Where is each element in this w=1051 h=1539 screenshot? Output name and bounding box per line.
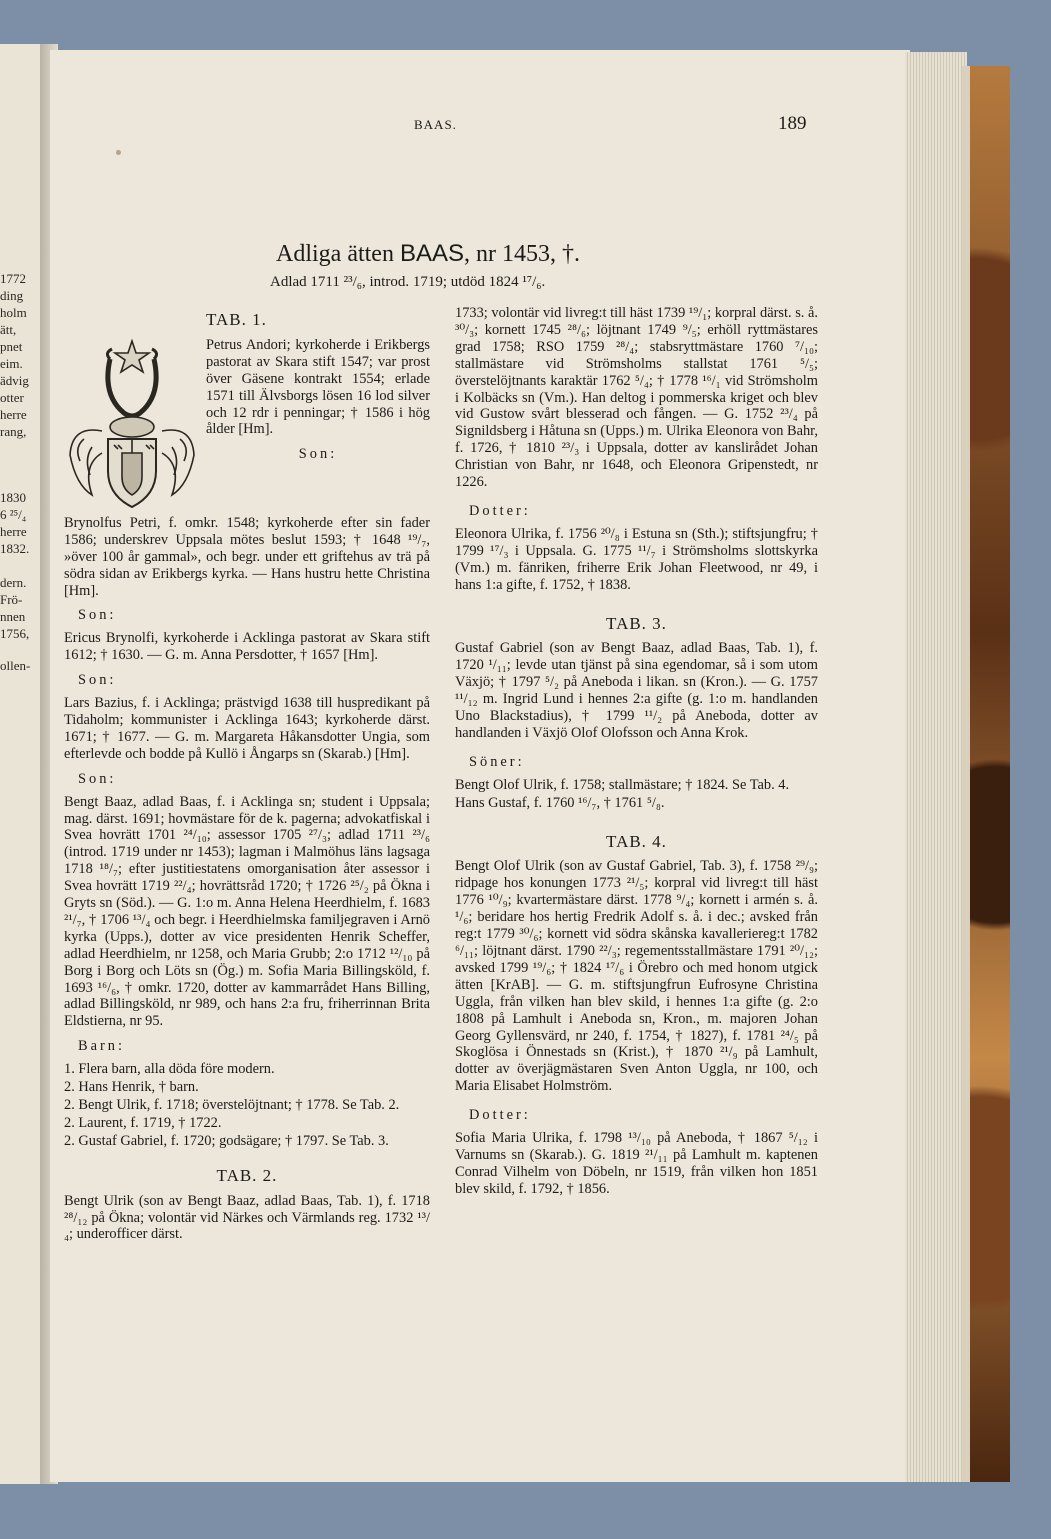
tab-3-heading: TAB. 3. [606, 613, 667, 633]
facing-page-text: 1832. [0, 541, 30, 556]
list-item: Bengt Olof Ulrik, f. 1758; stallmästare; † 1824. Se Tab. 4. [455, 776, 790, 793]
children-list [64, 1061, 430, 1150]
facing-page-text: Frö- [0, 592, 23, 607]
page-edges [905, 52, 967, 1482]
list-item: 1. Flera barn, alla döda före modern. [64, 1061, 275, 1078]
paragraph: Eleonora Ulrika, f. 1756 ²⁰/₈ i Estuna sn (Sth.); stiftsjungfru; † 1799 ¹⁷/₃ i Uppsala. G. 1775 ¹¹/₇ i Strömsholms slottskyrka (Vm.) m. fänriken, friherre Erik Johan Fleetwood, nr 49, i hans 1:a gifte, f. 1752, † 1838. [455, 525, 818, 593]
cover-edge [962, 66, 970, 1482]
paragraph: Bengt Ulrik (son av Bengt Baaz, adlad Baas, Tab. 1), f. 1718 ²⁸/₁₂ på Ökna; volontär vid Närkes och Värmlands reg. 1732 ¹³/₄; underofficer därst. [64, 1192, 430, 1243]
paragraph: Gustaf Gabriel (son av Bengt Baaz, adlad Baas, Tab. 1), f. 1720 ¹/₁₁; levde utan tjänst på sina egendomar, så i som utom Växjö; † 1797 ⁵/₂ på Aneboda i likan. sn (Kron.). — G. 1757 ¹¹/₁₂ m. Ingrid Lund i hennes 2:a gifte (g. 1:o m. handlanden Uno Blackstadius), † 1799 ¹¹/₂ på Aneboda, dotter av handlanden i Växjö Olof Olofsson och Anna Krok. [455, 640, 818, 741]
facing-page-text: ädvig [0, 373, 29, 388]
tab-1-heading: TAB. 1. [206, 310, 267, 329]
title-name: BAAS [399, 240, 464, 267]
facing-page-text: nnen [0, 609, 26, 624]
facing-page-text: 1772 [0, 271, 26, 286]
facing-page-text: eim. [0, 356, 23, 371]
tab-2-heading: TAB. 2. [216, 1165, 278, 1185]
list-item: 2. Bengt Ulrik, f. 1718; överstelöjtnant; † 1778. Se Tab. 2. [64, 1097, 400, 1113]
facing-page-text: ollen- [0, 658, 31, 673]
sons-list [455, 777, 818, 812]
section-label: Dotter: [469, 502, 531, 519]
page-title [276, 240, 580, 268]
facing-page-text: 1756, [0, 626, 30, 641]
facing-page-text: herre [0, 407, 27, 422]
facing-page-text: 1830 [0, 490, 26, 505]
paragraph: Sofia Maria Ulrika, f. 1798 ¹³/₁₀ på Aneboda, † 1867 ⁵/₁₂ i Varnums sn (Skarab.). G. 1819 ²¹/₁₁ på Lamhult m. kaptenen Conrad Vilhelm von Döbeln, nr 1519, från vilken hon 1851 blev skild, f. 1792, † 1856. [455, 1130, 818, 1197]
facing-page-text: otter [0, 390, 24, 405]
coat-of-arms-icon [62, 335, 202, 515]
facing-page-text: dern. [0, 575, 27, 590]
title-suffix: , nr 1453, †. [464, 241, 580, 267]
section-label: Son: [78, 607, 117, 624]
title-prefix: Adliga ätten [276, 241, 400, 267]
section-label: Söner: [469, 753, 525, 770]
section-label: Son: [78, 770, 117, 787]
facing-page-text: ding [0, 288, 24, 303]
paragraph: Lars Bazius, f. i Acklinga; prästvigd 1638 till huspredikant på Tidaholm; kommunister i Acklinga 1643; kyrkoherde därst. 1671; † 1677. — G. m. Margareta Håkansdotter Ungia, som efterlevde och bodde på Kullö i Ångarps sn (Skarab.) [Hm]. [64, 695, 430, 762]
list-item: Hans Gustaf, f. 1760 ¹⁶/₇, † 1761 ⁵/₈. [455, 794, 665, 811]
paragraph: Brynolfus Petri, f. omkr. 1548; kyrkoherde efter sin fader 1586; underskrev Uppsala mötes beslut 1593; † 1648 ¹⁹/₇, »över 100 år gammal», och begr. under ett griftehus av trä på södra sidan av Erikbergs kyrka. — Hans hustru hette Christina [Hm]. [64, 514, 430, 599]
facing-page-edge [0, 44, 44, 1484]
section-label: Barn: [78, 1038, 125, 1055]
facing-page-text: rang, [0, 424, 27, 439]
section-label: Dotter: [469, 1107, 531, 1124]
tab-4-heading: TAB. 4. [606, 831, 667, 851]
facing-page-text: herre [0, 524, 27, 539]
page-subtitle: Adlad 1711 ²³/₆, introd. 1719; utdöd 1824 ¹⁷/₆. [270, 274, 546, 290]
facing-page-text: pnet [0, 339, 23, 354]
page-number: 189 [778, 113, 807, 134]
text-block: Petrus Andori; kyrkoherde i Erikbergs pastorat av Skara stift 1547; var prost över Gäsene kontrakt 1554; erlade 1571 till Älvsborgs lösen 16 lod silver och 12 rdr i penningar; † 1586 i hög ålder [Hm]. [206, 336, 430, 438]
paragraph: Ericus Brynolfi, kyrkoherde i Acklinga pastorat av Skara stift 1612; † 1630. — G. m. Anna Persdotter, † 1657 [Hm]. [64, 630, 430, 664]
facing-page-text: 6 ²⁵/₄ [0, 507, 27, 522]
running-title: BAAS. [414, 117, 457, 132]
paragraph: 1733; volontär vid livreg:t till häst 1739 ¹⁹/₁; korpral därst. s. å. ³⁰/₃; kornett 1745 ²⁸/₆; löjtnant 1749 ⁹/₅; erhöll ryttmästares grad 1758; RSO 1759 ²⁸/₄; stabsryttmästare 1760 ⁷/₁₀; stallmästare vid Strömsholms stallstat 1761 ⁵/₅; överstelöjtnants karaktär 1762 ⁵/₄; † 1778 ¹⁶/₁ vid Strömsholm i Kolbäcks sn (Vm.). Han deltog i pommerska kriget och blev vid Gustow svårt blesserad och fången. — G. 1752 ²³/₄ på Signildsberg i Håtuna sn (Upps.) m. Ulrika Eleonora von Bahr, f. 1726, † 1810 ²³/₃ i Uppsala, dotter av kanslirådet Johan Christian von Bahr, nr 1648, och Eleonora Gripenstedt, nr 1226. [455, 305, 818, 491]
paragraph: Bengt Baaz, adlad Baas, f. i Acklinga sn; student i Uppsala; mag. därst. 1691; hovmästare för de k. pagerna; advokatfiskal i Svea hovrätt 1701 ²⁴/₁₀; assessor 1705 ²⁷/₃; adlad 1711 ²³/₆ (introd. 1719 under nr 1453); lagman i Malmöhus läns lagsaga 1718 ¹⁸/₇; efter justitiestatens omorganisation åter assessor i Svea hovrätt 1719 ²²/₄; hovrättsråd 1720; † 1726 ²⁵/₂ på Ökna i Gryts sn (Söd.). — G. 1:o m. Anna Helena Heerdhielm, f. 1683 ²¹/₇, † 1706 ¹³/₄ och begr. i Heerdhielmska familjegraven i Arnö kyrka (Upps.), dotter av vice presidenten Henrik Scheffer, adlad Heerdhielm, nr 1258, och Maria Grubb; 2:o 1712 ¹²/₁₀ på Borg i Borg och Löts sn (Ög.) m. Sofia Maria Billingsköld, f. 1693 ¹⁶/₆, † omkr. 1720, dotter av kammarrådet Hans Billing, adlad Billingsköld, nr 989, och hans 2:a fru, friherrinnan Brita Eldstierna, nr 95. [64, 793, 430, 1030]
list-item: 2. Laurent, f. 1719, † 1722. [64, 1114, 222, 1131]
section-label: Son: [78, 672, 117, 689]
ink-spot [116, 150, 121, 155]
right-column [455, 305, 818, 1198]
list-item: 2. Hans Henrik, † barn. [64, 1079, 199, 1096]
left-column [64, 312, 430, 1243]
facing-page-text: ätt, [0, 322, 17, 337]
list-item: 2. Gustaf Gabriel, f. 1720; godsägare; † 1797. Se Tab. 3. [64, 1132, 389, 1149]
section-label: Son: [298, 446, 338, 463]
facing-page-text: holm [0, 305, 27, 320]
paragraph: Bengt Olof Ulrik (son av Gustaf Gabriel, Tab. 3), f. 1758 ²⁹/₉; ridpage hos konungen 1773 ²¹/₅; korpral vid livreg:t till häst 1776 ¹⁰/₉; kvartermästare därst. 1778 ⁹/₄; kornett i armén s. å. ¹/₆; beridare hos hertig Fredrik Adolf s. å. i dec.; avsked från reg:t 1779 ³⁰/₆; kornett vid södra skånska kavalleriereg:t 1782 ⁶/₁₁; löjtnant därst. 1790 ²²/₃; regementsstallmästare 1791 ²⁰/₁₂; avsked 1799 ¹⁹/₆; † 1824 ¹⁷/₆ i Örebro och med honom utgick ätten [KrAB]. — G. m. stiftsjungfrun Eufrosyne Christina Uggla, från vilken han blev skild, i hennes 1:a gifte (g. 2:o 1808 på Lamhult i Aneboda sn, Kron., m. majoren Johan Georg Gyllensvärd, nr 240, f. 1754, † 1827), f. 1781 ²⁴/₅ på Skoglösa i Önnestads sn (Krist.), † 1870 ²¹/₉ på Lamhult, dotter av överjägmästaren Sven Anton Uggla, nr 100, och Maria Elisabet Holmström. [455, 858, 818, 1095]
